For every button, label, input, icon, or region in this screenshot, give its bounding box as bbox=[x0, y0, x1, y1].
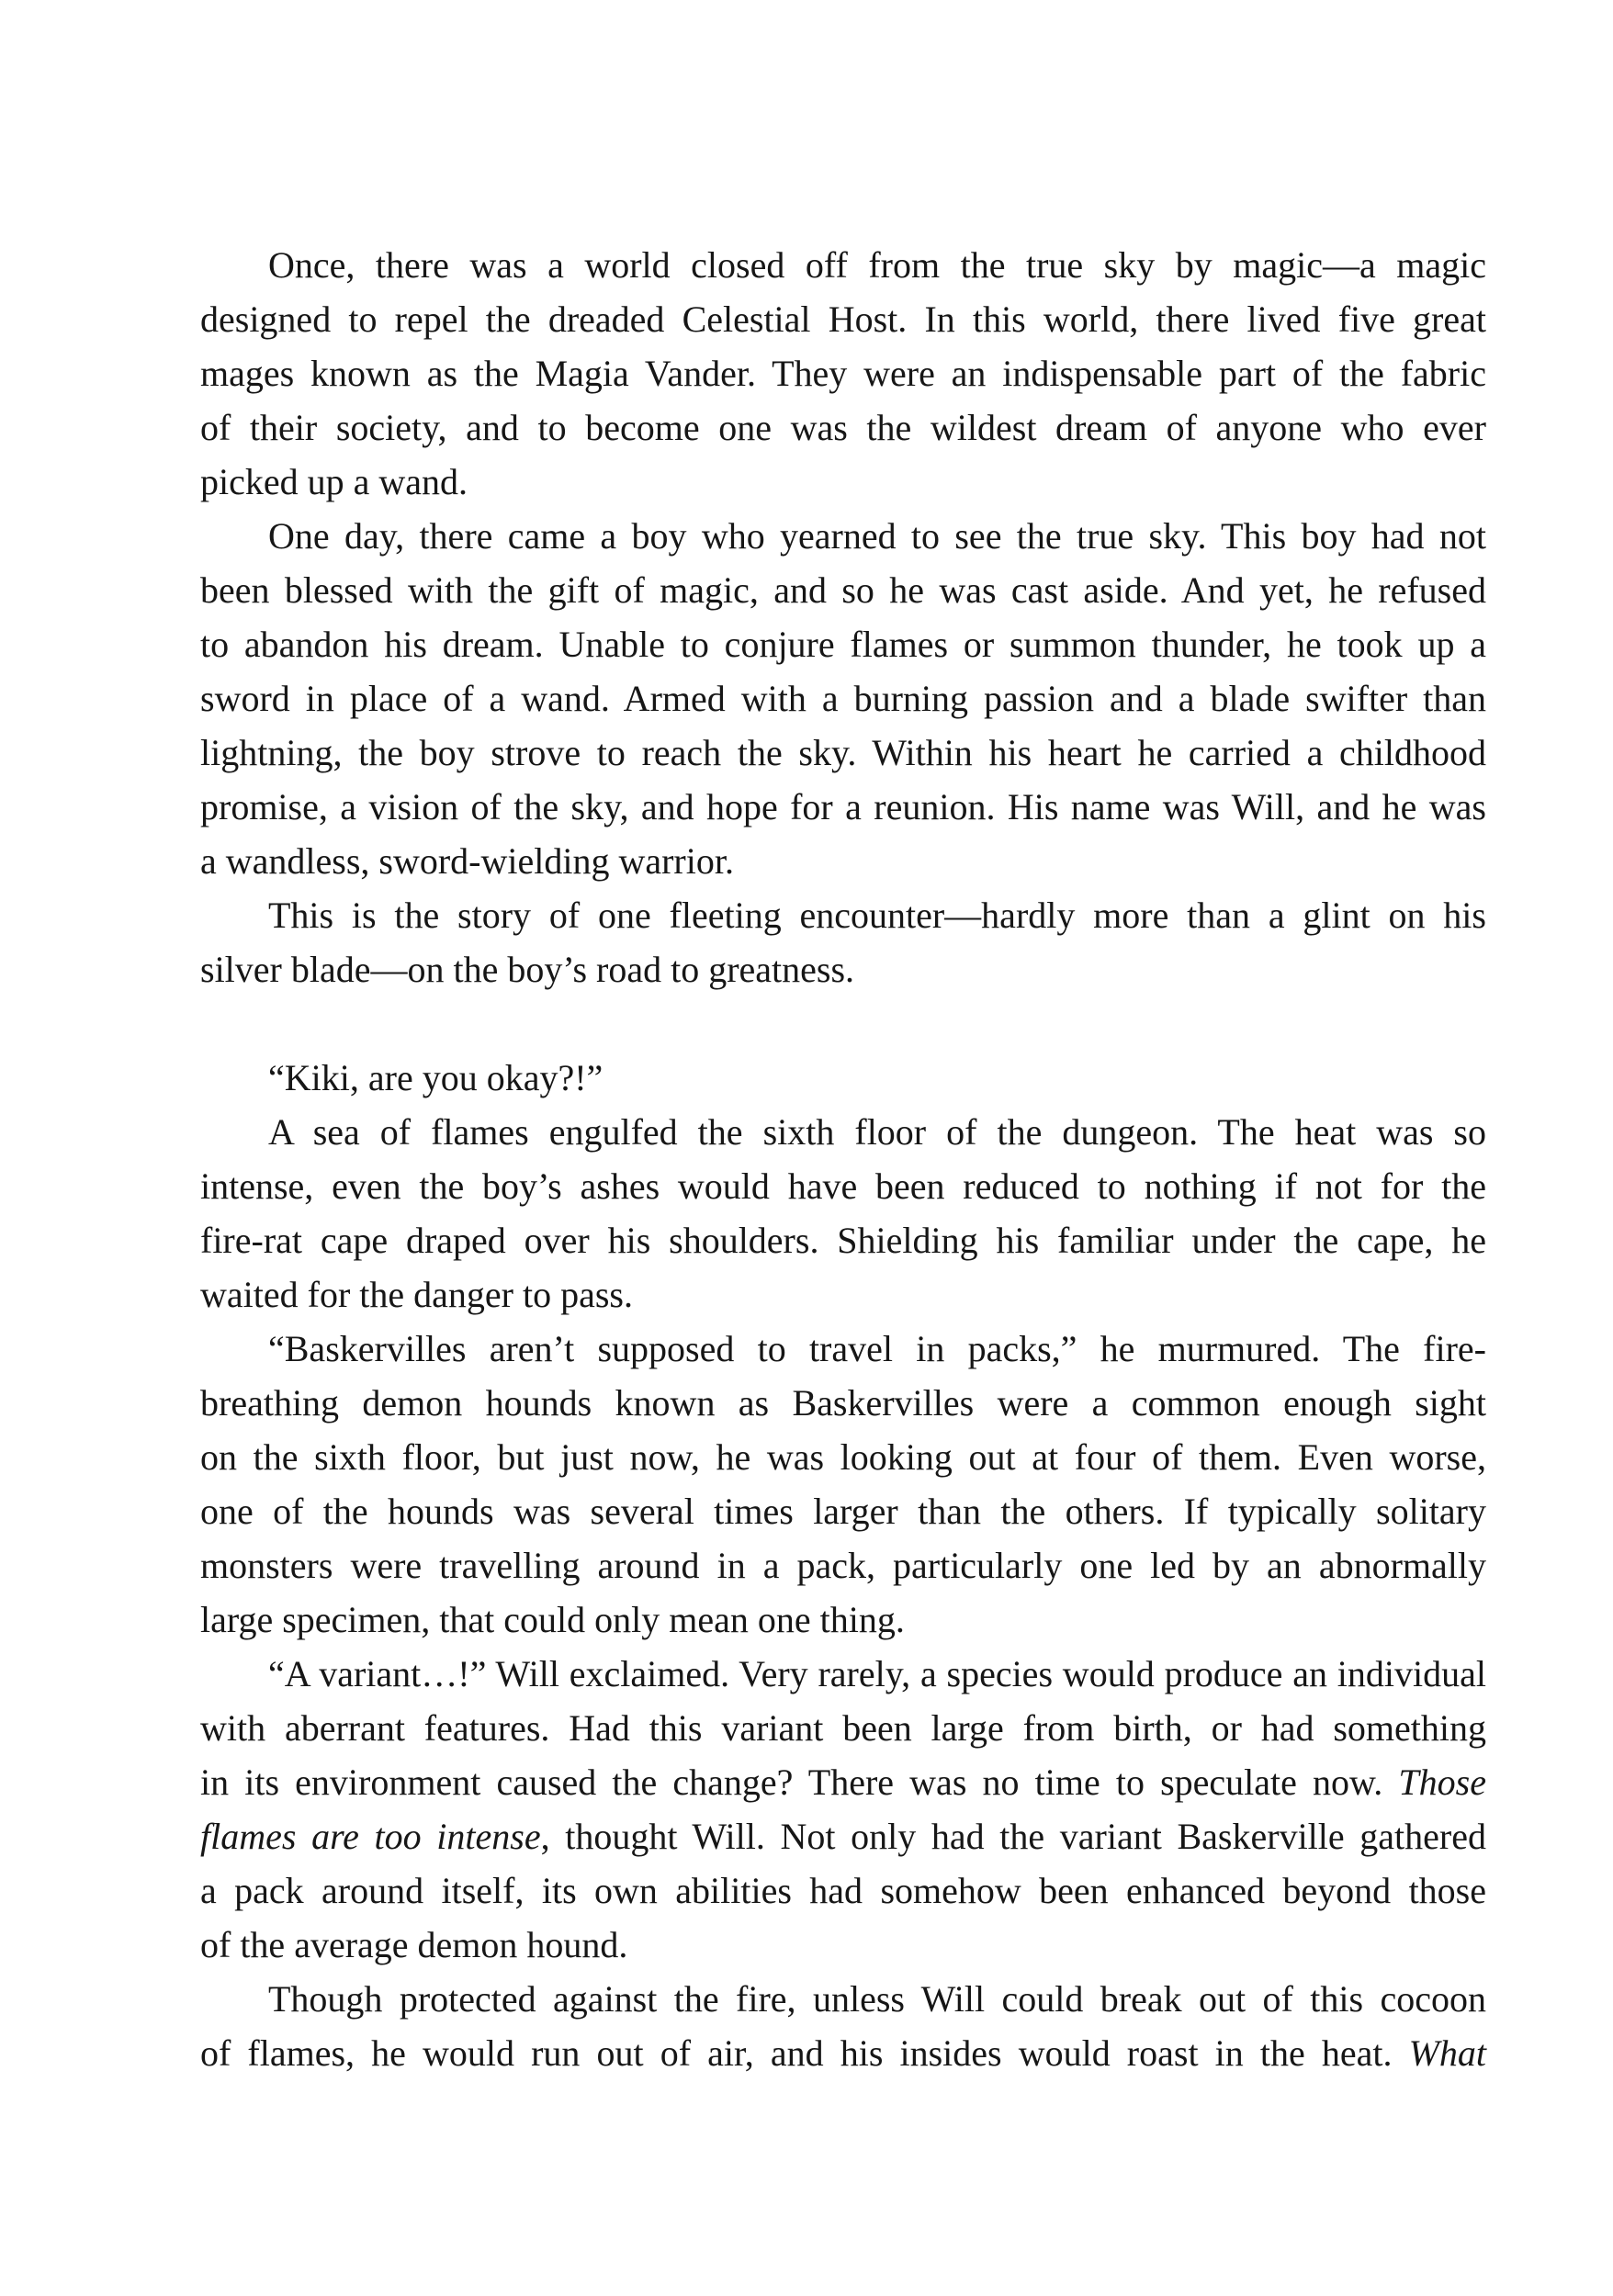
text-line bbox=[200, 509, 1486, 563]
text-line-content: mages known as the Magia Vander. They were an indispensable part of the fabric bbox=[200, 353, 1486, 394]
text-line-content: of their society, and to become one was the wildest dream of anyone who ever bbox=[200, 407, 1486, 448]
text-line bbox=[200, 1322, 1486, 1376]
text-line bbox=[200, 1701, 1486, 1755]
text-line-content: designed to repel the dreaded Celestial Host. In this world, there lived five great bbox=[200, 298, 1486, 340]
text-line bbox=[200, 1159, 1486, 1213]
text-line-content: to abandon his dream. Unable to conjure flames or summon thunder, he took up a bbox=[200, 624, 1486, 665]
text-line-content: flames are too intense, thought Will. Not only had the variant Baskerville gathered bbox=[200, 1816, 1486, 1857]
text-line bbox=[200, 617, 1486, 671]
paragraph bbox=[200, 509, 1486, 888]
text-line-content: monsters were travelling around in a pack, particularly one led by an abnormally bbox=[200, 1545, 1486, 1586]
text-line bbox=[200, 1538, 1486, 1593]
text-line bbox=[200, 1376, 1486, 1430]
text-line-content: silver blade—on the boy’s road to greatness. bbox=[200, 949, 855, 990]
text-line bbox=[200, 726, 1486, 780]
text-line-content: intense, even the boy’s ashes would have been reduced to nothing if not for the bbox=[200, 1165, 1486, 1207]
text-line-content: lightning, the boy strove to reach the sky. Within his heart he carried a childhood bbox=[200, 732, 1486, 773]
text-line bbox=[200, 1647, 1486, 1701]
paragraph bbox=[200, 888, 1486, 996]
text-line-content: “Baskervilles aren’t supposed to travel in packs,” he murmured. The fire- bbox=[268, 1328, 1486, 1369]
text-line-content: fire-rat cape draped over his shoulders. Shielding his familiar under the cape, he bbox=[200, 1220, 1486, 1261]
text-line-content: picked up a wand. bbox=[200, 461, 468, 502]
text-line-content: a pack around itself, its own abilities had somehow been enhanced beyond those bbox=[200, 1870, 1486, 1911]
paragraph bbox=[200, 1322, 1486, 1647]
text-line-content: A sea of flames engulfed the sixth floor of the dungeon. The heat was so bbox=[268, 1111, 1486, 1153]
italic-text: What bbox=[1408, 2032, 1486, 2074]
italic-text: flames are too intense bbox=[200, 1816, 541, 1857]
text-line bbox=[200, 455, 1486, 509]
paragraph bbox=[200, 1647, 1486, 1972]
text-line bbox=[200, 1755, 1486, 1809]
text-line-content: “A variant…!” Will exclaimed. Very rarely, a species would produce an individual bbox=[268, 1653, 1486, 1694]
text-line-content: breathing demon hounds known as Baskervilles were a common enough sight bbox=[200, 1382, 1486, 1424]
text-line bbox=[200, 1267, 1486, 1322]
text-line-content: been blessed with the gift of magic, and so he was cast aside. And yet, he refused bbox=[200, 569, 1486, 611]
text-line bbox=[200, 400, 1486, 455]
text-line bbox=[200, 2026, 1486, 2080]
text-line-content: Though protected against the fire, unless Will could break out of this cocoon bbox=[268, 1978, 1486, 2020]
text-line-content: promise, a vision of the sky, and hope for a reunion. His name was Will, and he was bbox=[200, 786, 1486, 827]
text-line-content: “Kiki, are you okay?!” bbox=[268, 1057, 603, 1098]
page-text bbox=[200, 238, 1486, 2080]
text-line bbox=[200, 1213, 1486, 1267]
text-line bbox=[200, 563, 1486, 617]
text-line-content: sword in place of a wand. Armed with a burning passion and a blade swifter than bbox=[200, 678, 1486, 719]
text-line-content: with aberrant features. Had this variant been large from birth, or had something bbox=[200, 1707, 1486, 1749]
paragraph bbox=[200, 1105, 1486, 1322]
text-line-content: This is the story of one fleeting encounter—hardly more than a glint on his bbox=[268, 895, 1486, 936]
text-line-content: large specimen, that could only mean one thing. bbox=[200, 1599, 905, 1640]
text-line-content: of flames, he would run out of air, and his insides would roast in the heat. What bbox=[200, 2032, 1486, 2074]
text-line-content: of the average demon hound. bbox=[200, 1924, 628, 1965]
text-line bbox=[200, 1484, 1486, 1538]
text-line-content: one of the hounds was several times larger than the others. If typically solitary bbox=[200, 1491, 1486, 1532]
text-line bbox=[200, 780, 1486, 834]
text-line bbox=[200, 1918, 1486, 1972]
text-line bbox=[200, 346, 1486, 400]
italic-text: Those bbox=[1398, 1761, 1486, 1803]
text-line bbox=[200, 942, 1486, 996]
text-line-content: in its environment caused the change? There was no time to speculate now. Those bbox=[200, 1761, 1486, 1803]
text-line bbox=[200, 292, 1486, 346]
paragraph bbox=[200, 1051, 1486, 1105]
text-line bbox=[200, 671, 1486, 726]
paragraph bbox=[200, 1972, 1486, 2080]
text-line-content: a wandless, sword-wielding warrior. bbox=[200, 840, 734, 882]
text-line bbox=[200, 1809, 1486, 1863]
text-line bbox=[200, 888, 1486, 942]
text-line bbox=[200, 834, 1486, 888]
text-line-content: on the sixth floor, but just now, he was looking out at four of them. Even worse, bbox=[200, 1436, 1486, 1478]
text-line bbox=[200, 1863, 1486, 1918]
text-line bbox=[200, 1972, 1486, 2026]
paragraph bbox=[200, 238, 1486, 509]
text-line-content: One day, there came a boy who yearned to see the true sky. This boy had not bbox=[268, 515, 1486, 557]
text-line bbox=[200, 1593, 1486, 1647]
text-line bbox=[200, 238, 1486, 292]
text-line-content: Once, there was a world closed off from the true sky by magic—a magic bbox=[268, 244, 1486, 286]
text-line bbox=[200, 1051, 1486, 1105]
text-line-content: waited for the danger to pass. bbox=[200, 1274, 633, 1315]
blank-line bbox=[200, 996, 1486, 1051]
text-line bbox=[200, 1105, 1486, 1159]
text-line bbox=[200, 1430, 1486, 1484]
